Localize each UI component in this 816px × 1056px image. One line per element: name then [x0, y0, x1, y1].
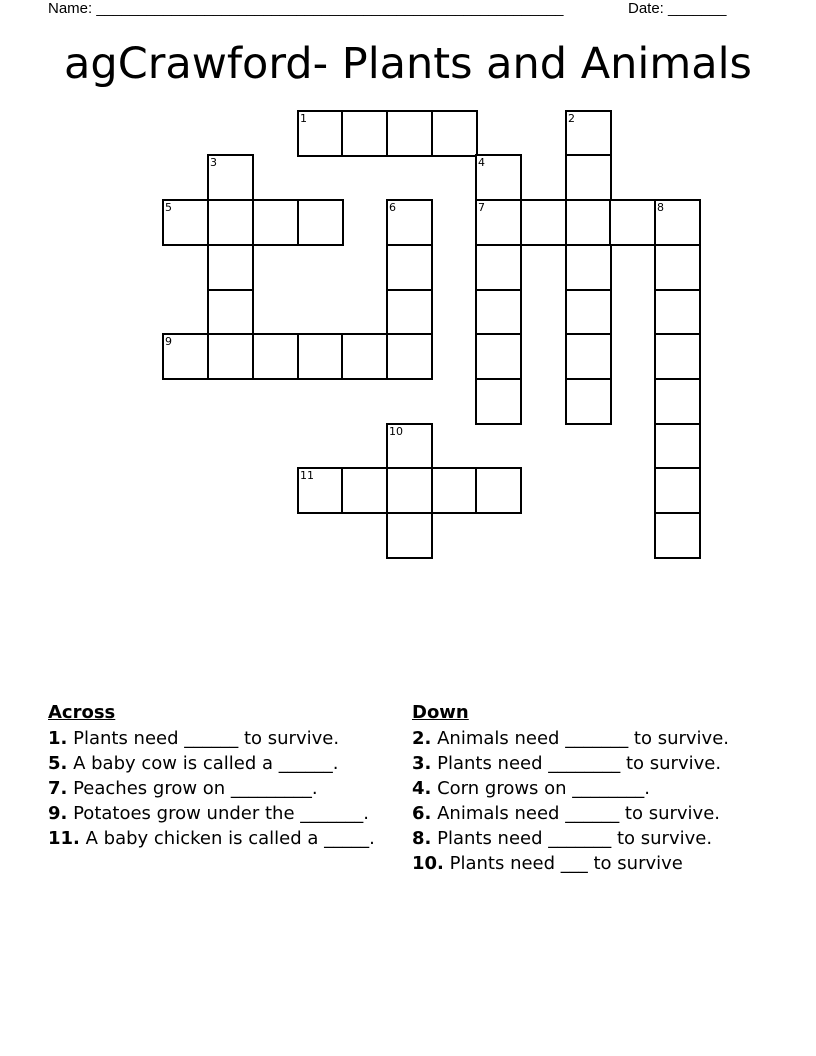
clue-num: 9. — [48, 803, 68, 824]
down-clues — [412, 702, 732, 878]
crossword-cell[interactable] — [207, 154, 254, 201]
clue-text: Animals need ______ to survive. — [431, 803, 720, 824]
crossword-cell[interactable] — [475, 154, 522, 201]
crossword-cell[interactable] — [475, 244, 522, 291]
crossword-cell[interactable] — [565, 199, 612, 246]
crossword-cell[interactable] — [565, 110, 612, 157]
crossword-cell[interactable] — [654, 199, 701, 246]
clue-number: 3 — [210, 156, 217, 169]
crossword-cell[interactable] — [475, 199, 522, 246]
across-clue — [48, 728, 388, 750]
crossword-cell[interactable] — [565, 244, 612, 291]
crossword-cell[interactable] — [386, 467, 433, 514]
date-field-label[interactable]: Date: _______ — [628, 0, 727, 17]
crossword-cell[interactable] — [341, 467, 388, 514]
clue-num: 3. — [412, 753, 432, 774]
clue-text: Plants need ______ to survive. — [67, 728, 340, 749]
clue-number: 1 — [300, 112, 307, 125]
crossword-cell[interactable] — [654, 423, 701, 470]
clue-text: Animals need _______ to survive. — [431, 728, 729, 749]
crossword-cell[interactable] — [654, 467, 701, 514]
crossword-cell[interactable] — [207, 289, 254, 336]
crossword-cell[interactable] — [431, 110, 478, 157]
clue-number: 11 — [300, 469, 314, 482]
across-clue — [48, 778, 388, 800]
crossword-cell[interactable] — [297, 333, 344, 380]
crossword-cell[interactable] — [565, 333, 612, 380]
clue-text: Peaches grow on _________. — [67, 778, 318, 799]
clue-text: Potatoes grow under the _______. — [67, 803, 369, 824]
crossword-cell[interactable] — [252, 199, 299, 246]
crossword-cell[interactable] — [386, 512, 433, 559]
clue-num: 1. — [48, 728, 68, 749]
name-field-label[interactable]: Name: ________________________________________________________ — [48, 0, 564, 17]
crossword-cell[interactable] — [207, 199, 254, 246]
clue-num: 6. — [412, 803, 432, 824]
across-clues — [48, 702, 388, 853]
clue-num: 10. — [412, 853, 444, 874]
crossword-cell[interactable] — [341, 333, 388, 380]
crossword-cell[interactable] — [565, 154, 612, 201]
crossword-cell[interactable] — [475, 467, 522, 514]
crossword-cell[interactable] — [386, 110, 433, 157]
across-clue — [48, 803, 388, 825]
across-heading: Across — [48, 702, 116, 723]
down-clue-list — [412, 728, 732, 875]
crossword-cell[interactable] — [297, 110, 344, 157]
crossword-cell[interactable] — [386, 289, 433, 336]
crossword-cell[interactable] — [386, 199, 433, 246]
clue-num: 7. — [48, 778, 68, 799]
crossword-cell[interactable] — [565, 378, 612, 425]
crossword-cell[interactable] — [654, 512, 701, 559]
down-clue — [412, 803, 732, 825]
across-clue-list — [48, 728, 388, 850]
clue-num: 4. — [412, 778, 432, 799]
down-clue — [412, 753, 732, 775]
clue-number: 8 — [657, 201, 664, 214]
clue-number: 2 — [568, 112, 575, 125]
crossword-cell[interactable] — [386, 244, 433, 291]
crossword-cell[interactable] — [162, 199, 209, 246]
crossword-cell[interactable] — [475, 289, 522, 336]
crossword-cell[interactable] — [162, 333, 209, 380]
across-clue — [48, 828, 388, 850]
clue-number: 4 — [478, 156, 485, 169]
clue-text: Plants need ___ to survive — [443, 853, 683, 874]
across-clue — [48, 753, 388, 775]
crossword-cell[interactable] — [341, 110, 388, 157]
clue-num: 5. — [48, 753, 68, 774]
crossword-cell[interactable] — [386, 333, 433, 380]
crossword-cell[interactable] — [297, 467, 344, 514]
clue-text: Corn grows on ________. — [431, 778, 651, 799]
down-clue — [412, 778, 732, 800]
crossword-cell[interactable] — [252, 333, 299, 380]
clue-num: 11. — [48, 828, 80, 849]
crossword-cell[interactable] — [297, 199, 344, 246]
clue-text: A baby cow is called a ______. — [67, 753, 339, 774]
clue-number: 10 — [389, 425, 403, 438]
crossword-cell[interactable] — [565, 289, 612, 336]
crossword-cell[interactable] — [386, 423, 433, 470]
clue-text: Plants need ________ to survive. — [431, 753, 722, 774]
clue-number: 9 — [165, 335, 172, 348]
crossword-cell[interactable] — [654, 289, 701, 336]
down-clue — [412, 853, 732, 875]
down-clue — [412, 828, 732, 850]
clue-num: 2. — [412, 728, 432, 749]
down-heading: Down — [412, 702, 469, 723]
clue-number: 5 — [165, 201, 172, 214]
crossword-cell[interactable] — [475, 333, 522, 380]
crossword-cell[interactable] — [207, 333, 254, 380]
clue-num: 8. — [412, 828, 432, 849]
crossword-cell[interactable] — [654, 378, 701, 425]
clue-text: A baby chicken is called a _____. — [79, 828, 375, 849]
clue-number: 7 — [478, 201, 485, 214]
crossword-cell[interactable] — [475, 378, 522, 425]
crossword-cell[interactable] — [520, 199, 567, 246]
page-title: agCrawford- Plants and Animals — [64, 39, 752, 89]
clue-number: 6 — [389, 201, 396, 214]
crossword-cell[interactable] — [654, 333, 701, 380]
crossword-cell[interactable] — [431, 467, 478, 514]
clue-text: Plants need _______ to survive. — [431, 828, 713, 849]
crossword-cell[interactable] — [609, 199, 656, 246]
down-clue — [412, 728, 732, 750]
crossword-cell[interactable] — [207, 244, 254, 291]
crossword-cell[interactable] — [654, 244, 701, 291]
